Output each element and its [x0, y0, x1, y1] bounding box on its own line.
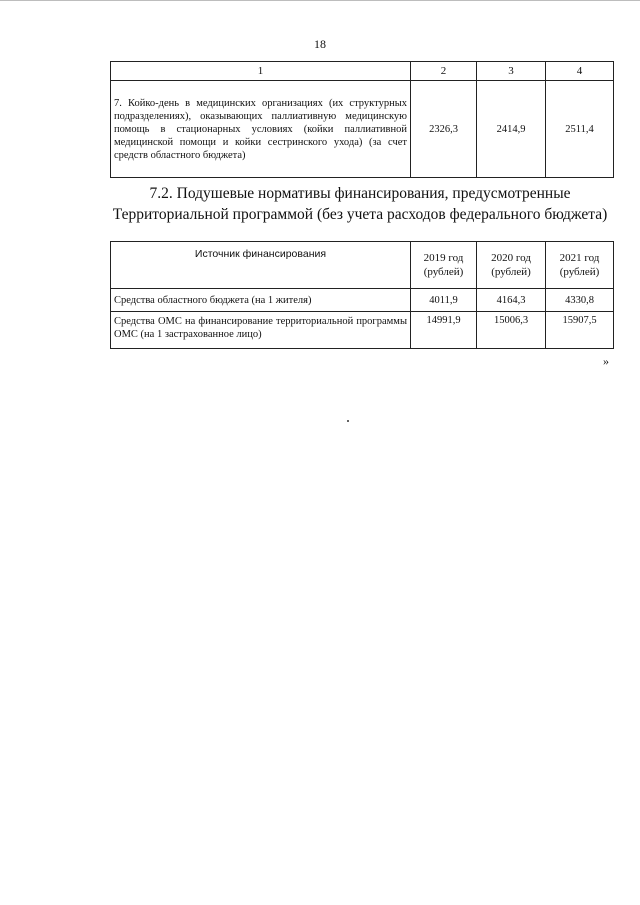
value-2020: 4164,3 [477, 289, 546, 312]
value-2021: 15907,5 [546, 312, 614, 349]
value-2021: 4330,8 [546, 289, 614, 312]
row-source: Средства ОМС на финансирование территориальной программы ОМС (на 1 застрахованное лицо) [111, 312, 411, 349]
per-capita-financing-table [110, 241, 614, 349]
table-row [111, 81, 614, 178]
stray-dot [347, 420, 349, 422]
column-number-2: 2 [411, 62, 477, 81]
table-row [111, 312, 614, 349]
section-title-line-2: Территориальной программой (без учета расходов федерального бюджета) [112, 206, 608, 223]
year-label: 2020 год [491, 252, 531, 264]
value-2020: 2414,9 [477, 81, 546, 178]
unit-label: (рублей) [491, 266, 531, 278]
column-number-3: 3 [477, 62, 546, 81]
row-source: Средства областного бюджета (на 1 жителя) [111, 289, 411, 312]
section-title-line-1: 7.2. Подушевые нормативы финансирования, предусмотренные [149, 185, 571, 202]
closing-quote: » [603, 354, 609, 368]
column-number-1: 1 [111, 62, 411, 81]
source-column-header: Источник финансирования [111, 242, 411, 289]
value-2019: 2326,3 [411, 81, 477, 178]
year-label: 2019 год [423, 252, 464, 264]
page-top-border [0, 0, 640, 1]
year-label: 2021 год [559, 252, 600, 264]
unit-label: (рублей) [559, 266, 600, 278]
hospital-bed-day-table [110, 61, 614, 178]
section-title [100, 183, 620, 225]
row-description: 7. Койко-день в медицинских организациях (их структурных подразделениях), оказывающих паллиативную медицинскую помощь в стационарных условиях (койки паллиативной медицинской помощи и койки сестринского ухода) (за счет средств областного бюджета) [111, 81, 411, 178]
value-2019: 14991,9 [411, 312, 477, 349]
value-2020: 15006,3 [477, 312, 546, 349]
table-row [111, 289, 614, 312]
value-2021: 2511,4 [546, 81, 614, 178]
table-header-row [111, 62, 614, 81]
year-header-2020 [477, 242, 546, 289]
table-header-row [111, 242, 614, 289]
page-number: 18 [314, 37, 326, 51]
column-number-4: 4 [546, 62, 614, 81]
year-header-2021 [546, 242, 614, 289]
value-2019: 4011,9 [411, 289, 477, 312]
unit-label: (рублей) [423, 266, 464, 278]
year-header-2019 [411, 242, 477, 289]
